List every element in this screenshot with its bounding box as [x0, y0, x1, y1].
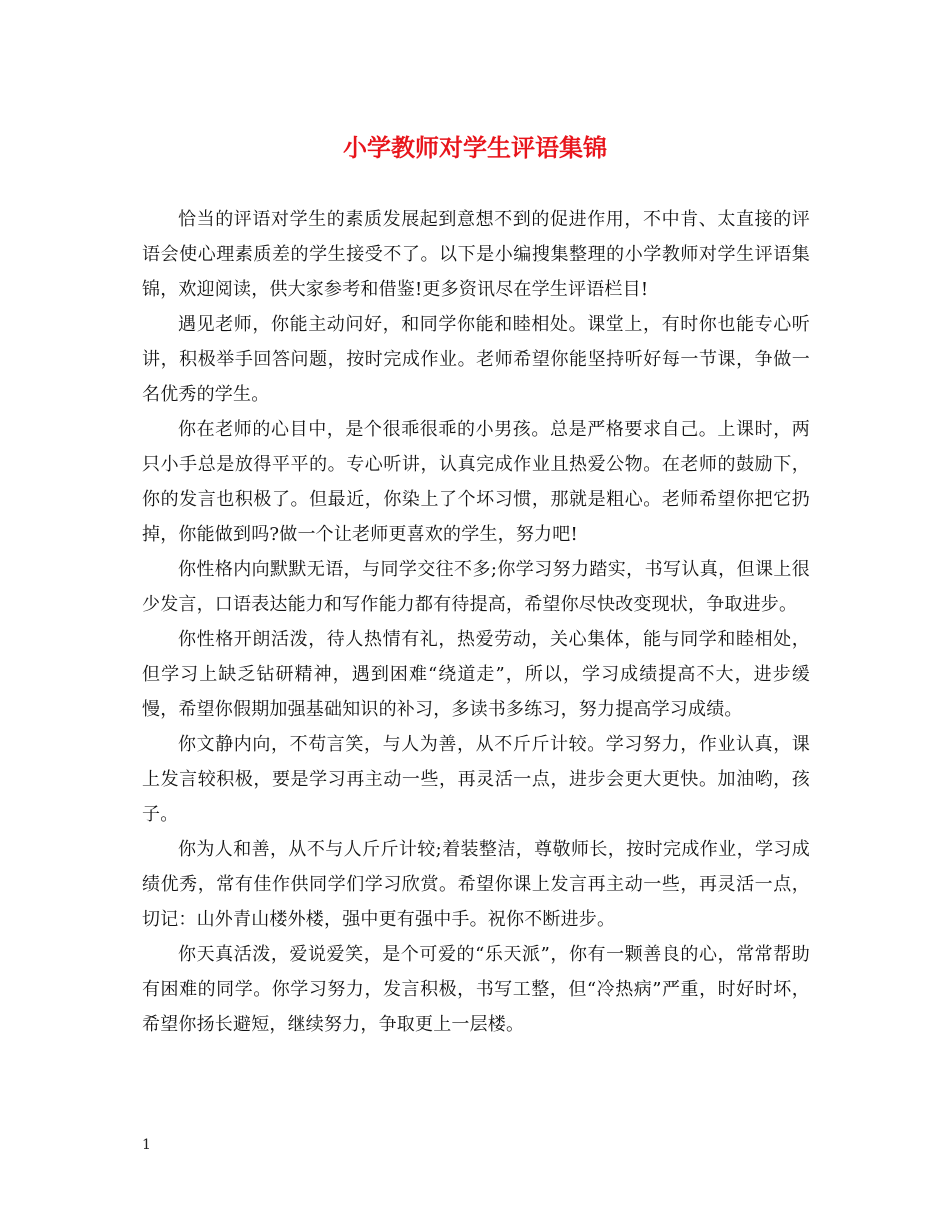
intro-paragraph: 恰当的评语对学生的素质发展起到意想不到的促进作用，不中肯、太直接的评语会使心理素质差的学生接受不了。以下是小编搜集整理的小学教师对学生评语集锦，欢迎阅读，供大家参考和借鉴!更多资讯尽在学生评语栏目!: [142, 209, 810, 300]
comment-paragraph-5: 你文静内向，不苟言笑，与人为善，从不斤斤计较。学习努力，作业认真，课上发言较积极，要是学习再主动一些，再灵活一点，进步会更大更快。加油哟，孩子。: [142, 734, 810, 825]
document-title: 小学教师对学生评语集锦: [343, 133, 607, 162]
comment-paragraph-7: 你天真活泼，爱说爱笑，是个可爱的“乐天派”，你有一颗善良的心，常常帮助有困难的同学。你学习努力，发言积极，书写工整，但“冷热病”严重，时好时坏，希望你扬长避短，继续努力，争取更上一层楼。: [142, 944, 810, 1035]
comment-paragraph-3: 你性格内向默默无语，与同学交往不多;你学习努力踏实，书写认真，但课上很少发言，口语表达能力和写作能力都有待提高，希望你尽快改变现状，争取进步。: [142, 559, 810, 615]
comment-paragraph-6: 你为人和善，从不与人斤斤计较;着装整洁，尊敬师长，按时完成作业，学习成绩优秀，常有佳作供同学们学习欣赏。希望你课上发言再主动一些，再灵活一点，切记：山外青山楼外楼，强中更有强中手。祝你不断进步。: [142, 839, 810, 930]
page-number: 1: [142, 1137, 151, 1153]
comment-paragraph-1: 遇见老师，你能主动问好，和同学你能和睦相处。课堂上，有时你也能专心听讲，积极举手回答问题，按时完成作业。老师希望你能坚持听好每一节课，争做一名优秀的学生。: [142, 314, 810, 405]
comment-paragraph-4: 你性格开朗活泼，待人热情有礼，热爱劳动，关心集体，能与同学和睦相处，但学习上缺乏钻研精神，遇到困难“绕道走”，所以，学习成绩提高不大，进步缓慢，希望你假期加强基础知识的补习，多读书多练习，努力提高学习成绩。: [142, 629, 810, 720]
document-body: [142, 202, 810, 1042]
comment-paragraph-2: 你在老师的心目中，是个很乖很乖的小男孩。总是严格要求自己。上课时，两只小手总是放得平平的。专心听讲，认真完成作业且热爱公物。在老师的鼓励下，你的发言也积极了。但最近，你染上了个坏习惯，那就是粗心。老师希望你把它扔掉，你能做到吗?做一个让老师更喜欢的学生，努力吧!: [142, 419, 810, 545]
